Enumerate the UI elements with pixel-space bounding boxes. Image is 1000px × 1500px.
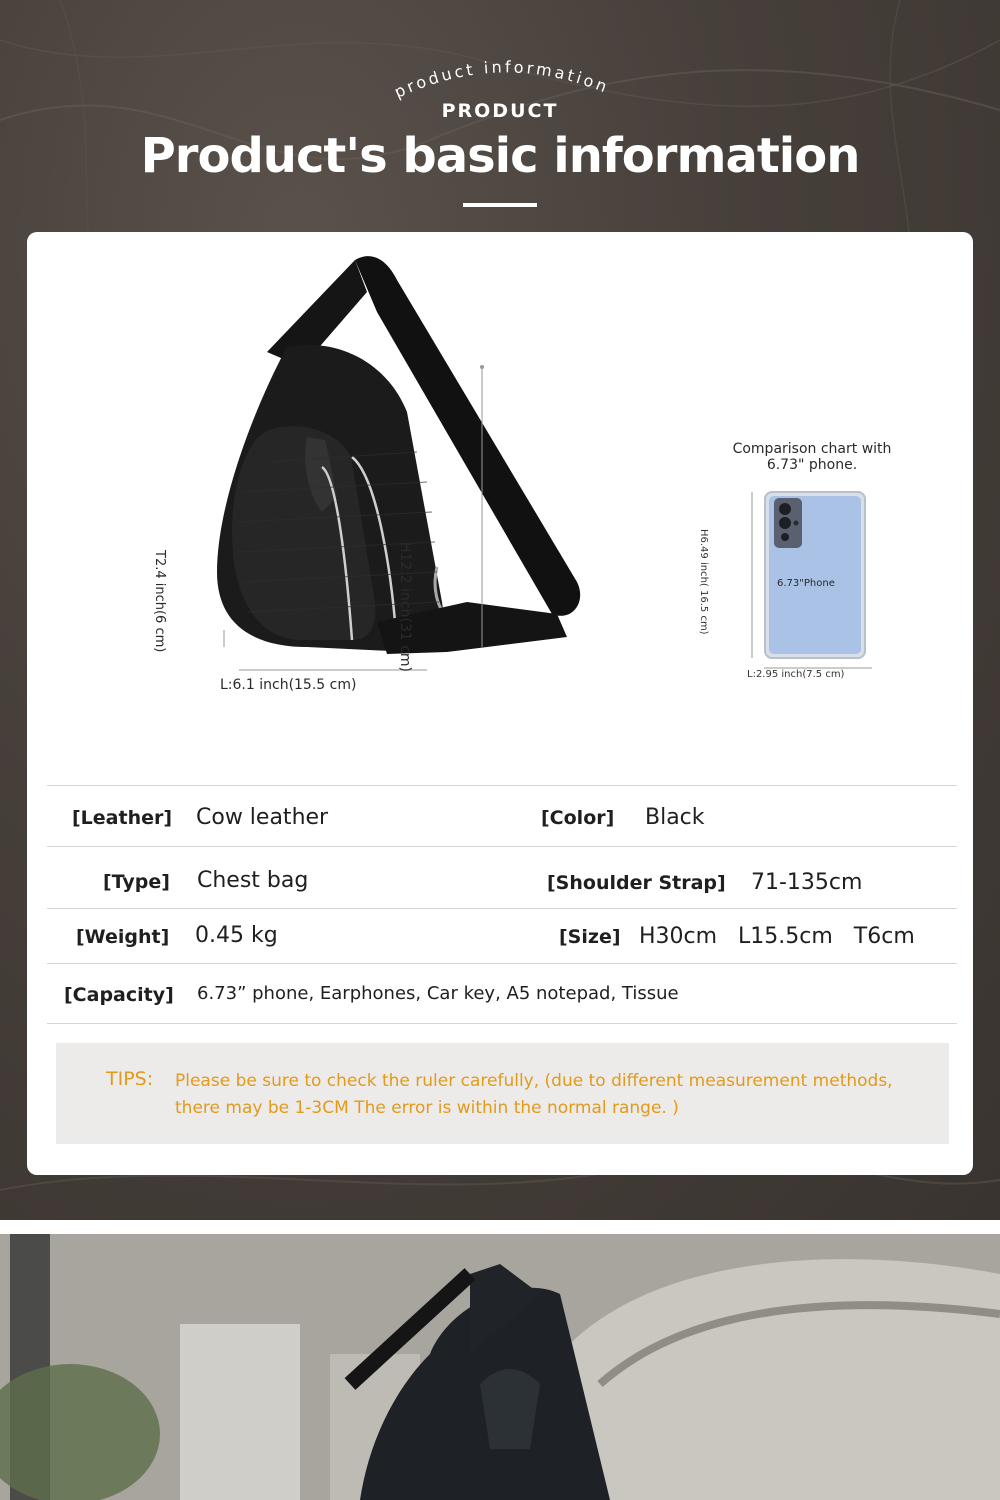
phone-length-label: L:2.95 inch(7.5 cm): [747, 669, 845, 680]
title-underline: [463, 203, 537, 207]
divider: [47, 846, 957, 847]
divider: [47, 908, 957, 909]
bag-diagram: [147, 242, 617, 692]
spec-type-value: Chest bag: [197, 868, 309, 893]
spec-strap-value: 71-135cm: [751, 870, 863, 895]
spec-strap-key: [Shoulder Strap]: [547, 872, 726, 894]
phone-dimension-lines: [742, 490, 892, 675]
tips-box: [56, 1043, 949, 1144]
spec-capacity-key: [Capacity]: [64, 984, 174, 1006]
svg-text:product information: [391, 57, 612, 101]
spec-weight-value: 0.45 kg: [195, 923, 278, 948]
spec-weight-key: [Weight]: [76, 926, 170, 948]
spec-leather-key: [Leather]: [72, 807, 173, 829]
spec-type-key: [Type]: [103, 871, 170, 893]
spec-capacity-value: 6.73” phone, Earphones, Car key, A5 notepad, Tissue: [197, 983, 679, 1004]
divider: [47, 963, 957, 964]
phone-name-label: 6.73"Phone: [777, 578, 835, 589]
spec-leather-value: Cow leather: [196, 805, 329, 830]
comparison-label: [687, 441, 937, 473]
arc-text: product information: [391, 57, 613, 102]
tips-label: TIPS:: [106, 1068, 154, 1090]
section-gap: [0, 1220, 1000, 1234]
spec-color-key: [Color]: [541, 807, 615, 829]
comparison-label-line1: Comparison chart with: [732, 441, 892, 457]
page-title: Product's basic information: [140, 128, 860, 184]
thickness-label: T2.4 inch(6 cm): [152, 550, 167, 653]
tips-text: Please be sure to check the ruler carefully, (due to different measurement methods, there may be 1-3CM The error is within the normal range. ): [175, 1071, 893, 1118]
length-label: L:6.1 inch(15.5 cm): [220, 677, 357, 693]
spec-color-value: Black: [645, 805, 705, 830]
small-heading: PRODUCT: [441, 100, 559, 122]
info-card: [27, 232, 973, 1175]
comparison-label-line2: 6.73" phone.: [766, 457, 858, 473]
height-label: H12.2 inch(31 cm): [397, 542, 413, 673]
divider: [47, 785, 957, 786]
divider: [47, 1023, 957, 1024]
phone-height-label: H6.49 inch( 16.5 cm): [698, 529, 709, 635]
spec-size-value: H30cm L15.5cm T6cm: [639, 924, 915, 949]
photo-scene: [0, 1234, 1000, 1500]
spec-size-key: [Size]: [559, 926, 621, 948]
lifestyle-photo: [0, 1234, 1000, 1500]
